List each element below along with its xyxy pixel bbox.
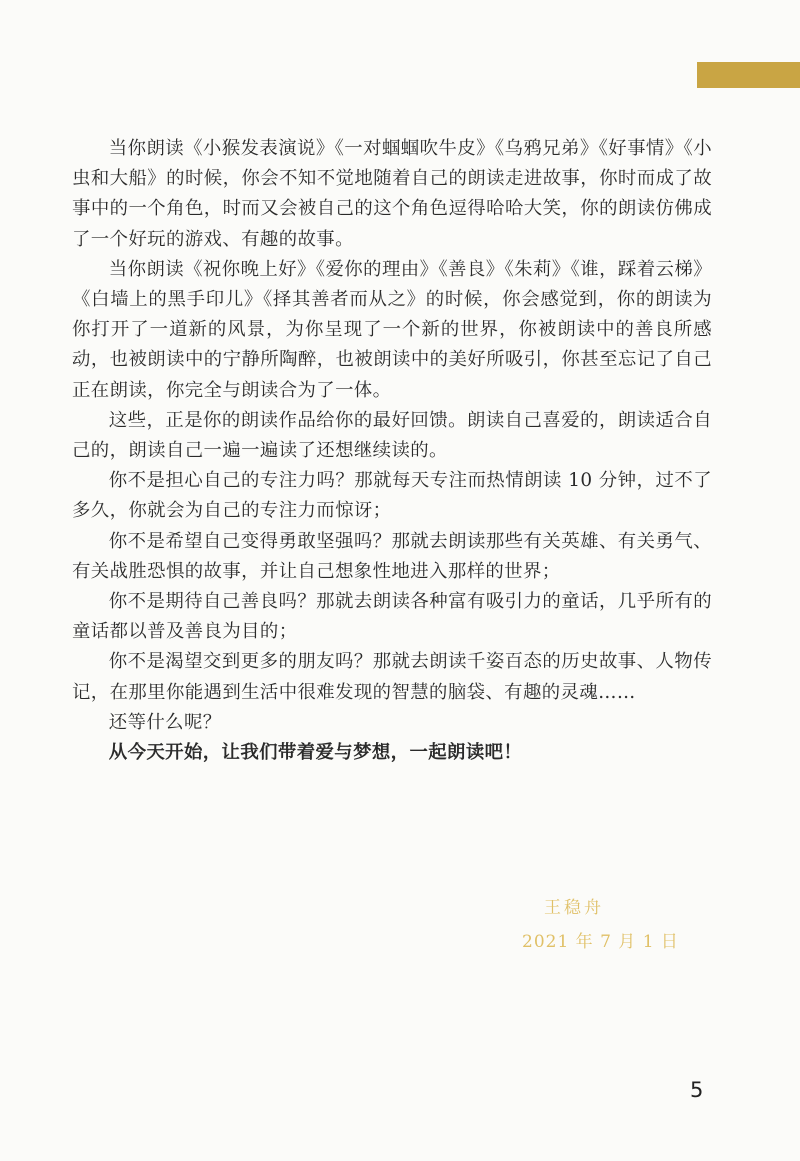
paragraph-7: 你不是渴望交到更多的朋友吗？那就去朗读千姿百态的历史故事、人物传记，在那里你能遇到生活中很难发现的智慧的脑袋、有趣的灵魂…… [72, 651, 712, 703]
paragraph-5: 你不是希望自己变得勇敢坚强吗？那就去朗读那些有关英雄、有关勇气、有关战胜恐惧的故事，并让自己想象性地进入那样的世界； [72, 530, 712, 582]
paragraph-4: 你不是担心自己的专注力吗？那就每天专注而热情朗读 10 分钟，过不了多久，你就会为自己的专注力而惊讶； [72, 470, 712, 522]
paragraph-3: 这些，正是你的朗读作品给你的最好回馈。朗读自己喜爱的，朗读适合自己的，朗读自己一遍一遍读了还想继续读的。 [72, 409, 712, 462]
closing-line: 从今天开始，让我们带着爱与梦想，一起朗读吧！ [108, 742, 523, 764]
body-text [72, 134, 712, 768]
paragraph-1: 当你朗读《小猴发表演说》《一对蝈蝈吹牛皮》《乌鸦兄弟》《好事情》《小虫和大船》的时候，你会不知不觉地随着自己的朗读走进故事，你时而成了故事中的一个角色，时而又会被自己的这个角色逗得哈哈大笑，你的朗读仿佛成了一个好玩的游戏、有趣的故事。 [72, 138, 712, 250]
paragraph-2: 当你朗读《祝你晚上好》《爱你的理由》《善良》《朱莉》《谁，踩着云梯》《白墙上的黑手印儿》《择其善者而从之》的时候，你会感觉到，你的朗读为你打开了一道新的风景，为你呈现了一个新的世界，你被朗读中的善良所感动，也被朗读中的宁静所陶醉，也被朗读中的美好所吸引，你甚至忘记了自己正在朗读，你完全与朗读合为了一体。 [72, 258, 712, 401]
page-number: 5 [690, 1078, 704, 1102]
paragraph-8: 还等什么呢？ [108, 711, 222, 733]
signature-date: 2021 年 7 月 1 日 [522, 932, 679, 952]
paragraph-6: 你不是期待自己善良吗？那就去朗读各种富有吸引力的童话，几乎所有的童话都以普及善良为目的； [72, 591, 712, 643]
corner-color-tab [697, 62, 800, 88]
author-name: 王稳舟 [544, 898, 604, 918]
